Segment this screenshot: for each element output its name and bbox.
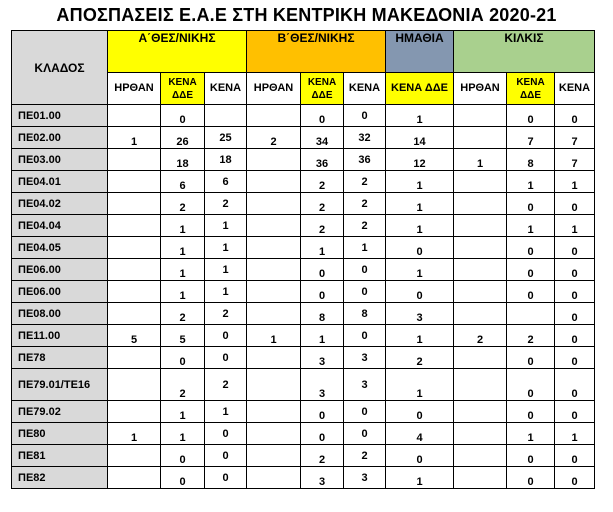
value-cell: 1 [161, 237, 205, 259]
sub-header-vathens-irthan: ΗΡΘΑΝ [247, 73, 301, 105]
value-cell: 0 [555, 237, 595, 259]
klados-cell: ΠΕ04.04 [12, 215, 108, 237]
value-cell: 1 [161, 259, 205, 281]
sub-header-imathia-kena-dde: ΚΕΝΑ ΔΔΕ [386, 73, 454, 105]
value-cell: 0 [301, 401, 344, 423]
value-cell: 6 [205, 171, 247, 193]
value-cell [507, 303, 555, 325]
value-cell: 0 [555, 347, 595, 369]
value-cell: 3 [344, 369, 386, 401]
value-cell: 18 [161, 149, 205, 171]
value-cell: 1 [386, 171, 454, 193]
value-cell: 36 [344, 149, 386, 171]
klados-cell: ΠΕ03.00 [12, 149, 108, 171]
value-cell: 2 [301, 193, 344, 215]
value-cell [454, 127, 507, 149]
value-cell: 0 [161, 105, 205, 127]
value-cell: 0 [507, 467, 555, 489]
value-cell: 1 [386, 325, 454, 347]
value-cell [108, 445, 161, 467]
value-cell: 2 [344, 193, 386, 215]
value-cell [454, 193, 507, 215]
klados-cell: ΠΕ02.00 [12, 127, 108, 149]
klados-cell: ΠΕ79.02 [12, 401, 108, 423]
value-cell: 0 [555, 445, 595, 467]
value-cell: 1 [205, 237, 247, 259]
value-cell: 0 [386, 445, 454, 467]
value-cell: 2 [205, 303, 247, 325]
value-cell [247, 281, 301, 303]
value-cell: 0 [555, 193, 595, 215]
klados-cell: ΠΕ06.00 [12, 281, 108, 303]
sub-header-vathens-kena-dde: ΚΕΝΑ ΔΔΕ [301, 73, 344, 105]
value-cell [247, 423, 301, 445]
value-cell [108, 105, 161, 127]
value-cell [247, 215, 301, 237]
klados-cell: ΠΕ80 [12, 423, 108, 445]
value-cell: 1 [386, 467, 454, 489]
value-cell [454, 445, 507, 467]
value-cell: 2 [247, 127, 301, 149]
value-cell: 0 [386, 281, 454, 303]
value-cell: 1 [386, 105, 454, 127]
value-cell: 0 [555, 259, 595, 281]
value-cell [108, 401, 161, 423]
klados-cell: ΠΕ06.00 [12, 259, 108, 281]
value-cell: 0 [555, 401, 595, 423]
group-header-imathia: ΗΜΑΘΙΑ [386, 31, 454, 73]
value-cell [454, 347, 507, 369]
value-cell [454, 401, 507, 423]
table-row [12, 105, 595, 127]
table-row [12, 423, 595, 445]
value-cell [108, 149, 161, 171]
klados-cell: ΠΕ08.00 [12, 303, 108, 325]
table-row [12, 303, 595, 325]
value-cell [108, 259, 161, 281]
value-cell [454, 259, 507, 281]
value-cell [454, 369, 507, 401]
value-cell: 1 [205, 281, 247, 303]
value-cell: 1 [555, 171, 595, 193]
value-cell: 1 [507, 423, 555, 445]
value-cell: 8 [344, 303, 386, 325]
value-cell: 7 [555, 149, 595, 171]
table-row [12, 325, 595, 347]
value-cell: 0 [344, 325, 386, 347]
value-cell: 1 [454, 149, 507, 171]
table-row [12, 281, 595, 303]
value-cell: 2 [344, 445, 386, 467]
value-cell [108, 215, 161, 237]
value-cell: 5 [161, 325, 205, 347]
value-cell: 26 [161, 127, 205, 149]
value-cell: 36 [301, 149, 344, 171]
value-cell: 0 [161, 445, 205, 467]
value-cell: 0 [344, 105, 386, 127]
table-row [12, 401, 595, 423]
table-row [12, 193, 595, 215]
value-cell [247, 467, 301, 489]
value-cell: 3 [301, 467, 344, 489]
table-row [12, 467, 595, 489]
klados-cell: ΠΕ04.01 [12, 171, 108, 193]
value-cell [454, 303, 507, 325]
value-cell: 0 [205, 347, 247, 369]
value-cell: 0 [555, 303, 595, 325]
klados-cell: ΠΕ01.00 [12, 105, 108, 127]
value-cell [247, 237, 301, 259]
table-row [12, 347, 595, 369]
value-cell: 0 [507, 401, 555, 423]
value-cell: 0 [205, 325, 247, 347]
value-cell: 2 [205, 369, 247, 401]
klados-cell: ΠΕ82 [12, 467, 108, 489]
klados-cell: ΠΕ11.00 [12, 325, 108, 347]
value-cell: 2 [301, 445, 344, 467]
value-cell: 1 [555, 215, 595, 237]
value-cell: 7 [555, 127, 595, 149]
value-cell: 0 [507, 369, 555, 401]
value-cell: 1 [205, 259, 247, 281]
value-cell: 2 [507, 325, 555, 347]
value-cell: 1 [161, 281, 205, 303]
value-cell: 8 [301, 303, 344, 325]
value-cell: 2 [301, 215, 344, 237]
group-header-kilkis: ΚΙΛΚΙΣ [454, 31, 595, 73]
table-row [12, 369, 595, 401]
sub-header-kilkis-irthan: ΗΡΘΑΝ [454, 73, 507, 105]
value-cell: 1 [205, 401, 247, 423]
value-cell: 14 [386, 127, 454, 149]
table-row [12, 259, 595, 281]
value-cell: 1 [161, 401, 205, 423]
table-row [12, 237, 595, 259]
value-cell: 0 [386, 401, 454, 423]
value-cell: 0 [507, 259, 555, 281]
value-cell: 1 [386, 369, 454, 401]
value-cell [247, 445, 301, 467]
value-cell: 8 [507, 149, 555, 171]
value-cell [108, 171, 161, 193]
value-cell [247, 149, 301, 171]
value-cell [247, 303, 301, 325]
value-cell: 1 [301, 237, 344, 259]
value-cell: 0 [301, 423, 344, 445]
value-cell: 7 [507, 127, 555, 149]
value-cell: 2 [386, 347, 454, 369]
table-row [12, 445, 595, 467]
value-cell: 1 [161, 215, 205, 237]
klados-cell: ΠΕ81 [12, 445, 108, 467]
value-cell: 0 [344, 281, 386, 303]
value-cell: 2 [454, 325, 507, 347]
sub-header-athens-kena: ΚΕΝΑ [205, 73, 247, 105]
table-row [12, 171, 595, 193]
group-header-athens: Α΄ΘΕΣ/ΝΙΚΗΣ [108, 31, 247, 73]
table-row [12, 215, 595, 237]
value-cell: 2 [344, 215, 386, 237]
value-cell: 0 [507, 237, 555, 259]
value-cell: 3 [344, 467, 386, 489]
klados-cell: ΠΕ04.02 [12, 193, 108, 215]
value-cell [247, 369, 301, 401]
value-cell [454, 215, 507, 237]
value-cell: 1 [161, 423, 205, 445]
value-cell: 1 [507, 171, 555, 193]
value-cell [108, 369, 161, 401]
value-cell: 2 [161, 193, 205, 215]
value-cell: 5 [108, 325, 161, 347]
value-cell: 25 [205, 127, 247, 149]
value-cell: 0 [301, 105, 344, 127]
value-cell: 0 [507, 347, 555, 369]
value-cell: 1 [386, 259, 454, 281]
value-cell [108, 347, 161, 369]
value-cell: 0 [344, 423, 386, 445]
value-cell [247, 193, 301, 215]
value-cell [454, 281, 507, 303]
value-cell [454, 171, 507, 193]
value-cell: 4 [386, 423, 454, 445]
value-cell: 2 [344, 171, 386, 193]
value-cell: 2 [301, 171, 344, 193]
value-cell [454, 237, 507, 259]
value-cell: 0 [555, 369, 595, 401]
value-cell [247, 401, 301, 423]
klados-cell: ΠΕ79.01/ΤΕ16 [12, 369, 108, 401]
value-cell: 1 [555, 423, 595, 445]
value-cell: 2 [161, 369, 205, 401]
value-cell: 0 [161, 467, 205, 489]
klados-cell: ΠΕ78 [12, 347, 108, 369]
value-cell: 0 [555, 325, 595, 347]
value-cell: 0 [301, 259, 344, 281]
value-cell [454, 423, 507, 445]
value-cell [108, 467, 161, 489]
value-cell: 2 [161, 303, 205, 325]
value-cell [108, 237, 161, 259]
value-cell [108, 303, 161, 325]
value-cell: 1 [108, 127, 161, 149]
value-cell: 0 [205, 467, 247, 489]
value-cell [247, 259, 301, 281]
value-cell: 18 [205, 149, 247, 171]
sub-header-kilkis-kena: ΚΕΝΑ [555, 73, 595, 105]
value-cell: 0 [555, 467, 595, 489]
value-cell: 1 [344, 237, 386, 259]
value-cell: 3 [301, 347, 344, 369]
value-cell: 1 [108, 423, 161, 445]
table-row [12, 127, 595, 149]
value-cell: 1 [205, 215, 247, 237]
value-cell [247, 347, 301, 369]
value-cell: 0 [507, 193, 555, 215]
klados-header: ΚΛΑΔΟΣ [12, 31, 108, 105]
value-cell [247, 171, 301, 193]
sub-header-kilkis-kena-dde: ΚΕΝΑ ΔΔΕ [507, 73, 555, 105]
value-cell: 1 [386, 193, 454, 215]
value-cell [454, 467, 507, 489]
sub-header-vathens-kena: ΚΕΝΑ [344, 73, 386, 105]
group-header-vathens: Β΄ΘΕΣ/ΝΙΚΗΣ [247, 31, 386, 73]
value-cell: 0 [205, 423, 247, 445]
value-cell: 0 [507, 281, 555, 303]
value-cell: 0 [301, 281, 344, 303]
value-cell [205, 105, 247, 127]
value-cell: 1 [301, 325, 344, 347]
sub-header-athens-kena-dde: ΚΕΝΑ ΔΔΕ [161, 73, 205, 105]
value-cell: 0 [344, 401, 386, 423]
value-cell [108, 281, 161, 303]
value-cell: 1 [247, 325, 301, 347]
value-cell: 0 [344, 259, 386, 281]
value-cell: 1 [386, 215, 454, 237]
value-cell: 0 [507, 105, 555, 127]
value-cell: 0 [507, 445, 555, 467]
value-cell: 3 [344, 347, 386, 369]
value-cell: 0 [205, 445, 247, 467]
sub-header-athens-irthan: ΗΡΘΑΝ [108, 73, 161, 105]
value-cell: 6 [161, 171, 205, 193]
value-cell [108, 193, 161, 215]
page-title: ΑΠΟΣΠΑΣΕΙΣ Ε.Α.Ε ΣΤΗ ΚΕΝΤΡΙΚΗ ΜΑΚΕΔΟΝΙΑ 2020-21 [56, 5, 557, 25]
value-cell: 34 [301, 127, 344, 149]
value-cell: 0 [555, 105, 595, 127]
value-cell: 1 [507, 215, 555, 237]
value-cell: 0 [161, 347, 205, 369]
klados-cell: ΠΕ04.05 [12, 237, 108, 259]
value-cell [247, 105, 301, 127]
value-cell: 3 [386, 303, 454, 325]
value-cell: 0 [386, 237, 454, 259]
value-cell: 12 [386, 149, 454, 171]
value-cell: 3 [301, 369, 344, 401]
value-cell [454, 105, 507, 127]
value-cell: 2 [205, 193, 247, 215]
data-table [11, 30, 595, 489]
value-cell: 0 [555, 281, 595, 303]
value-cell: 32 [344, 127, 386, 149]
table-row [12, 149, 595, 171]
